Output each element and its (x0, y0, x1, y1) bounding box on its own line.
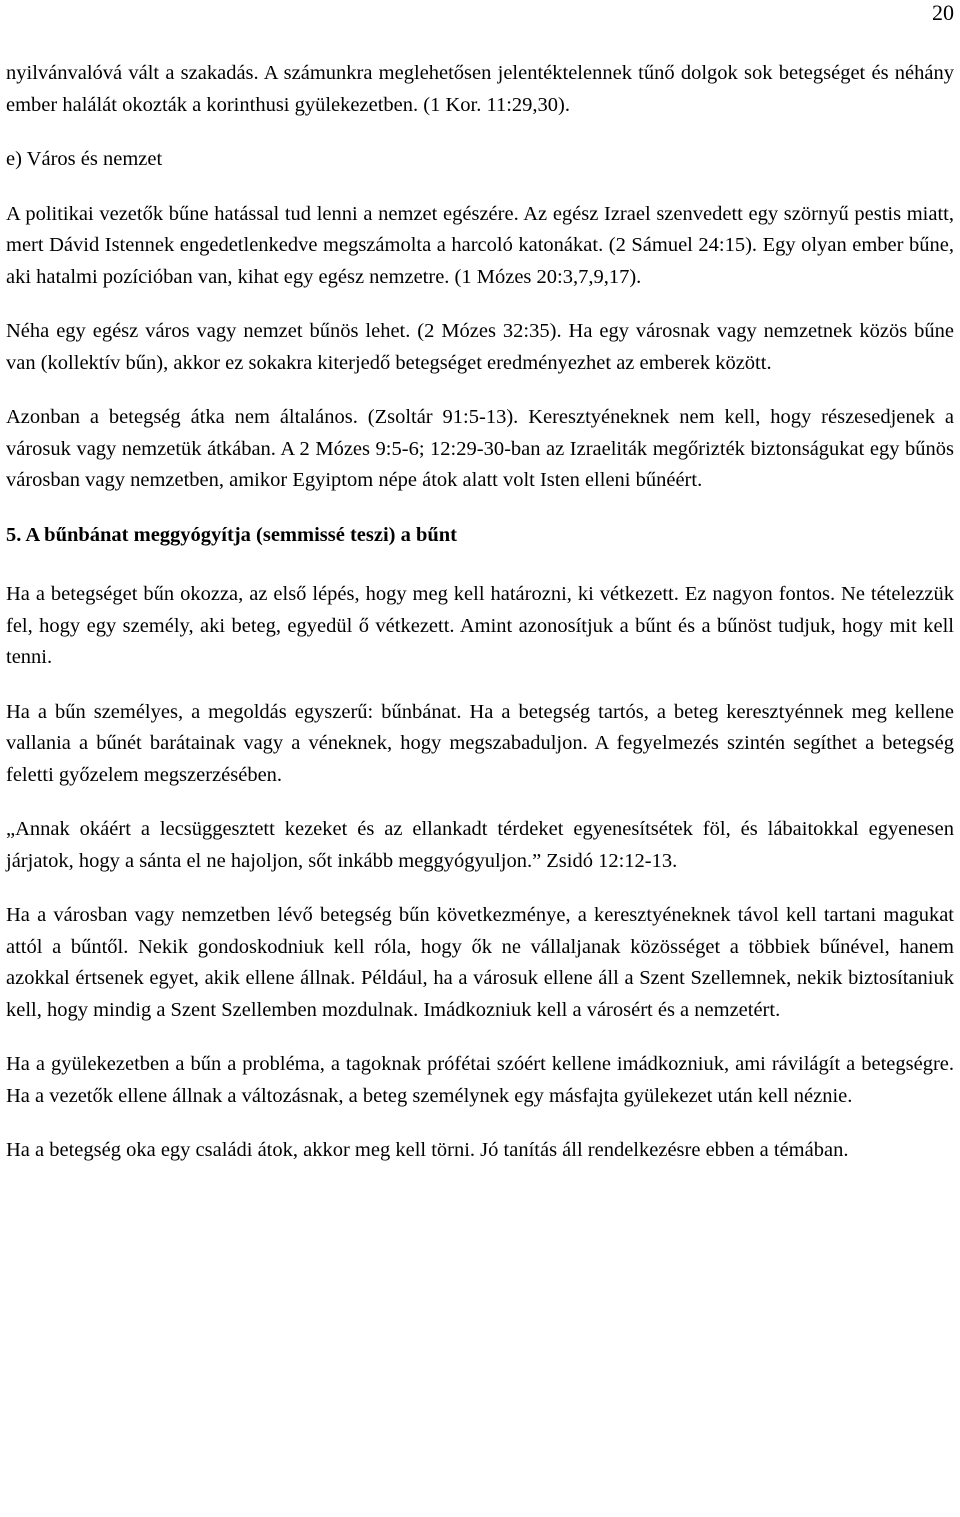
section-heading: e) Város és nemzet (6, 148, 163, 170)
paragraph: Néha egy egész város vagy nemzet bűnös lehet. (2 Mózes 32:35). Ha egy városnak vagy nemzetnek közös bűne van (kollektív bűn), akkor ez sokakra kiterjedő betegséget eredményezhet az emberek között. (6, 320, 954, 374)
paragraph: nyilvánvalóvá vált a szakadás. A számunkra meglehetősen jelentéktelennek tűnő dolgok sok betegséget és néhány ember halálát okozták a korinthusi gyülekezetben. (1 Kor. 11:29,30). (6, 62, 954, 116)
chapter-heading: 5. A bűnbánat meggyógyítja (semmissé teszi) a bűnt (6, 523, 458, 546)
document-body (6, 58, 954, 1167)
paragraph: Azonban a betegség átka nem általános. (Zsoltár 91:5-13). Keresztyéneknek nem kell, hogy részesedjenek a városuk vagy nemzetük átkában. A 2 Mózes 9:5-6; 12:29-30-ban az Izraeliták megőrizték biztonságukat egy bűnös városban vagy nemzetben, amikor Egyiptom népe átok alatt volt Isten elleni bűnéért. (6, 406, 954, 491)
paragraph: Ha a betegséget bűn okozza, az első lépés, hogy meg kell határozni, ki vétkezett. Ez nagyon fontos. Ne tételezzük fel, hogy egy személy, aki beteg, egyedül ő vétkezett. Amint azonosítjuk a bűnt és a bűnöst tudjuk, hogy mit kell tenni. (6, 583, 954, 668)
page-number: 20 (932, 0, 954, 25)
paragraph: Ha a betegség oka egy családi átok, akkor meg kell törni. Jó tanítás áll rendelkezésre ebben a témában. (6, 1139, 849, 1161)
paragraph: Ha a bűn személyes, a megoldás egyszerű: bűnbánat. Ha a betegség tartós, a beteg keresztyénnek meg kellene vallania a bűnét barátainak vagy a véneknek, hogy megszabaduljon. A fegyelmezés szintén segíthet a betegség feletti győzelem megszerzésében. (6, 700, 954, 786)
quote-paragraph: „Annak okáért a lecsüggesztett kezeket és az ellankadt térdeket egyenesítsétek föl, és lábaitokkal egyenesen járjatok, hogy a sánta el ne hajoljon, sőt inkább meggyógyuljon.” Zsidó 12:12-13. (6, 818, 954, 872)
paragraph: Ha a városban vagy nemzetben lévő betegség bűn következménye, a keresztyéneknek távol kell tartani magukat attól a bűntől. Nekik gondoskodniuk kell róla, hogy ők ne vállaljanak közösséget a többiek bűnével, hanem azokkal értsenek egyet, akik ellene állnak. Például, ha a városuk ellene áll a Szent Szellemnek, nekik biztosítaniuk kell, hogy mindig a Szent Szellemben mozdulnak. Imádkozniuk kell a városért és a nemzetért. (6, 904, 954, 1021)
paragraph: Ha a gyülekezetben a bűn a probléma, a tagoknak prófétai szóért kellene imádkozniuk, ami rávilágít a betegségre. Ha a vezetők ellene állnak a változásnak, a beteg személynek egy másfajta gyülekezet után kell néznie. (6, 1053, 954, 1107)
paragraph: A politikai vezetők bűne hatással tud lenni a nemzet egészére. Az egész Izrael szenvedett egy szörnyű pestis miatt, mert Dávid Istennek engedetlenkedve megszámolta a harcoló katonákat. (2 Sámuel 24:15). Egy olyan ember bűne, aki hatalmi pozícióban van, kihat egy egész nemzetre. (1 Mózes 20:3,7,9,17). (6, 202, 954, 288)
